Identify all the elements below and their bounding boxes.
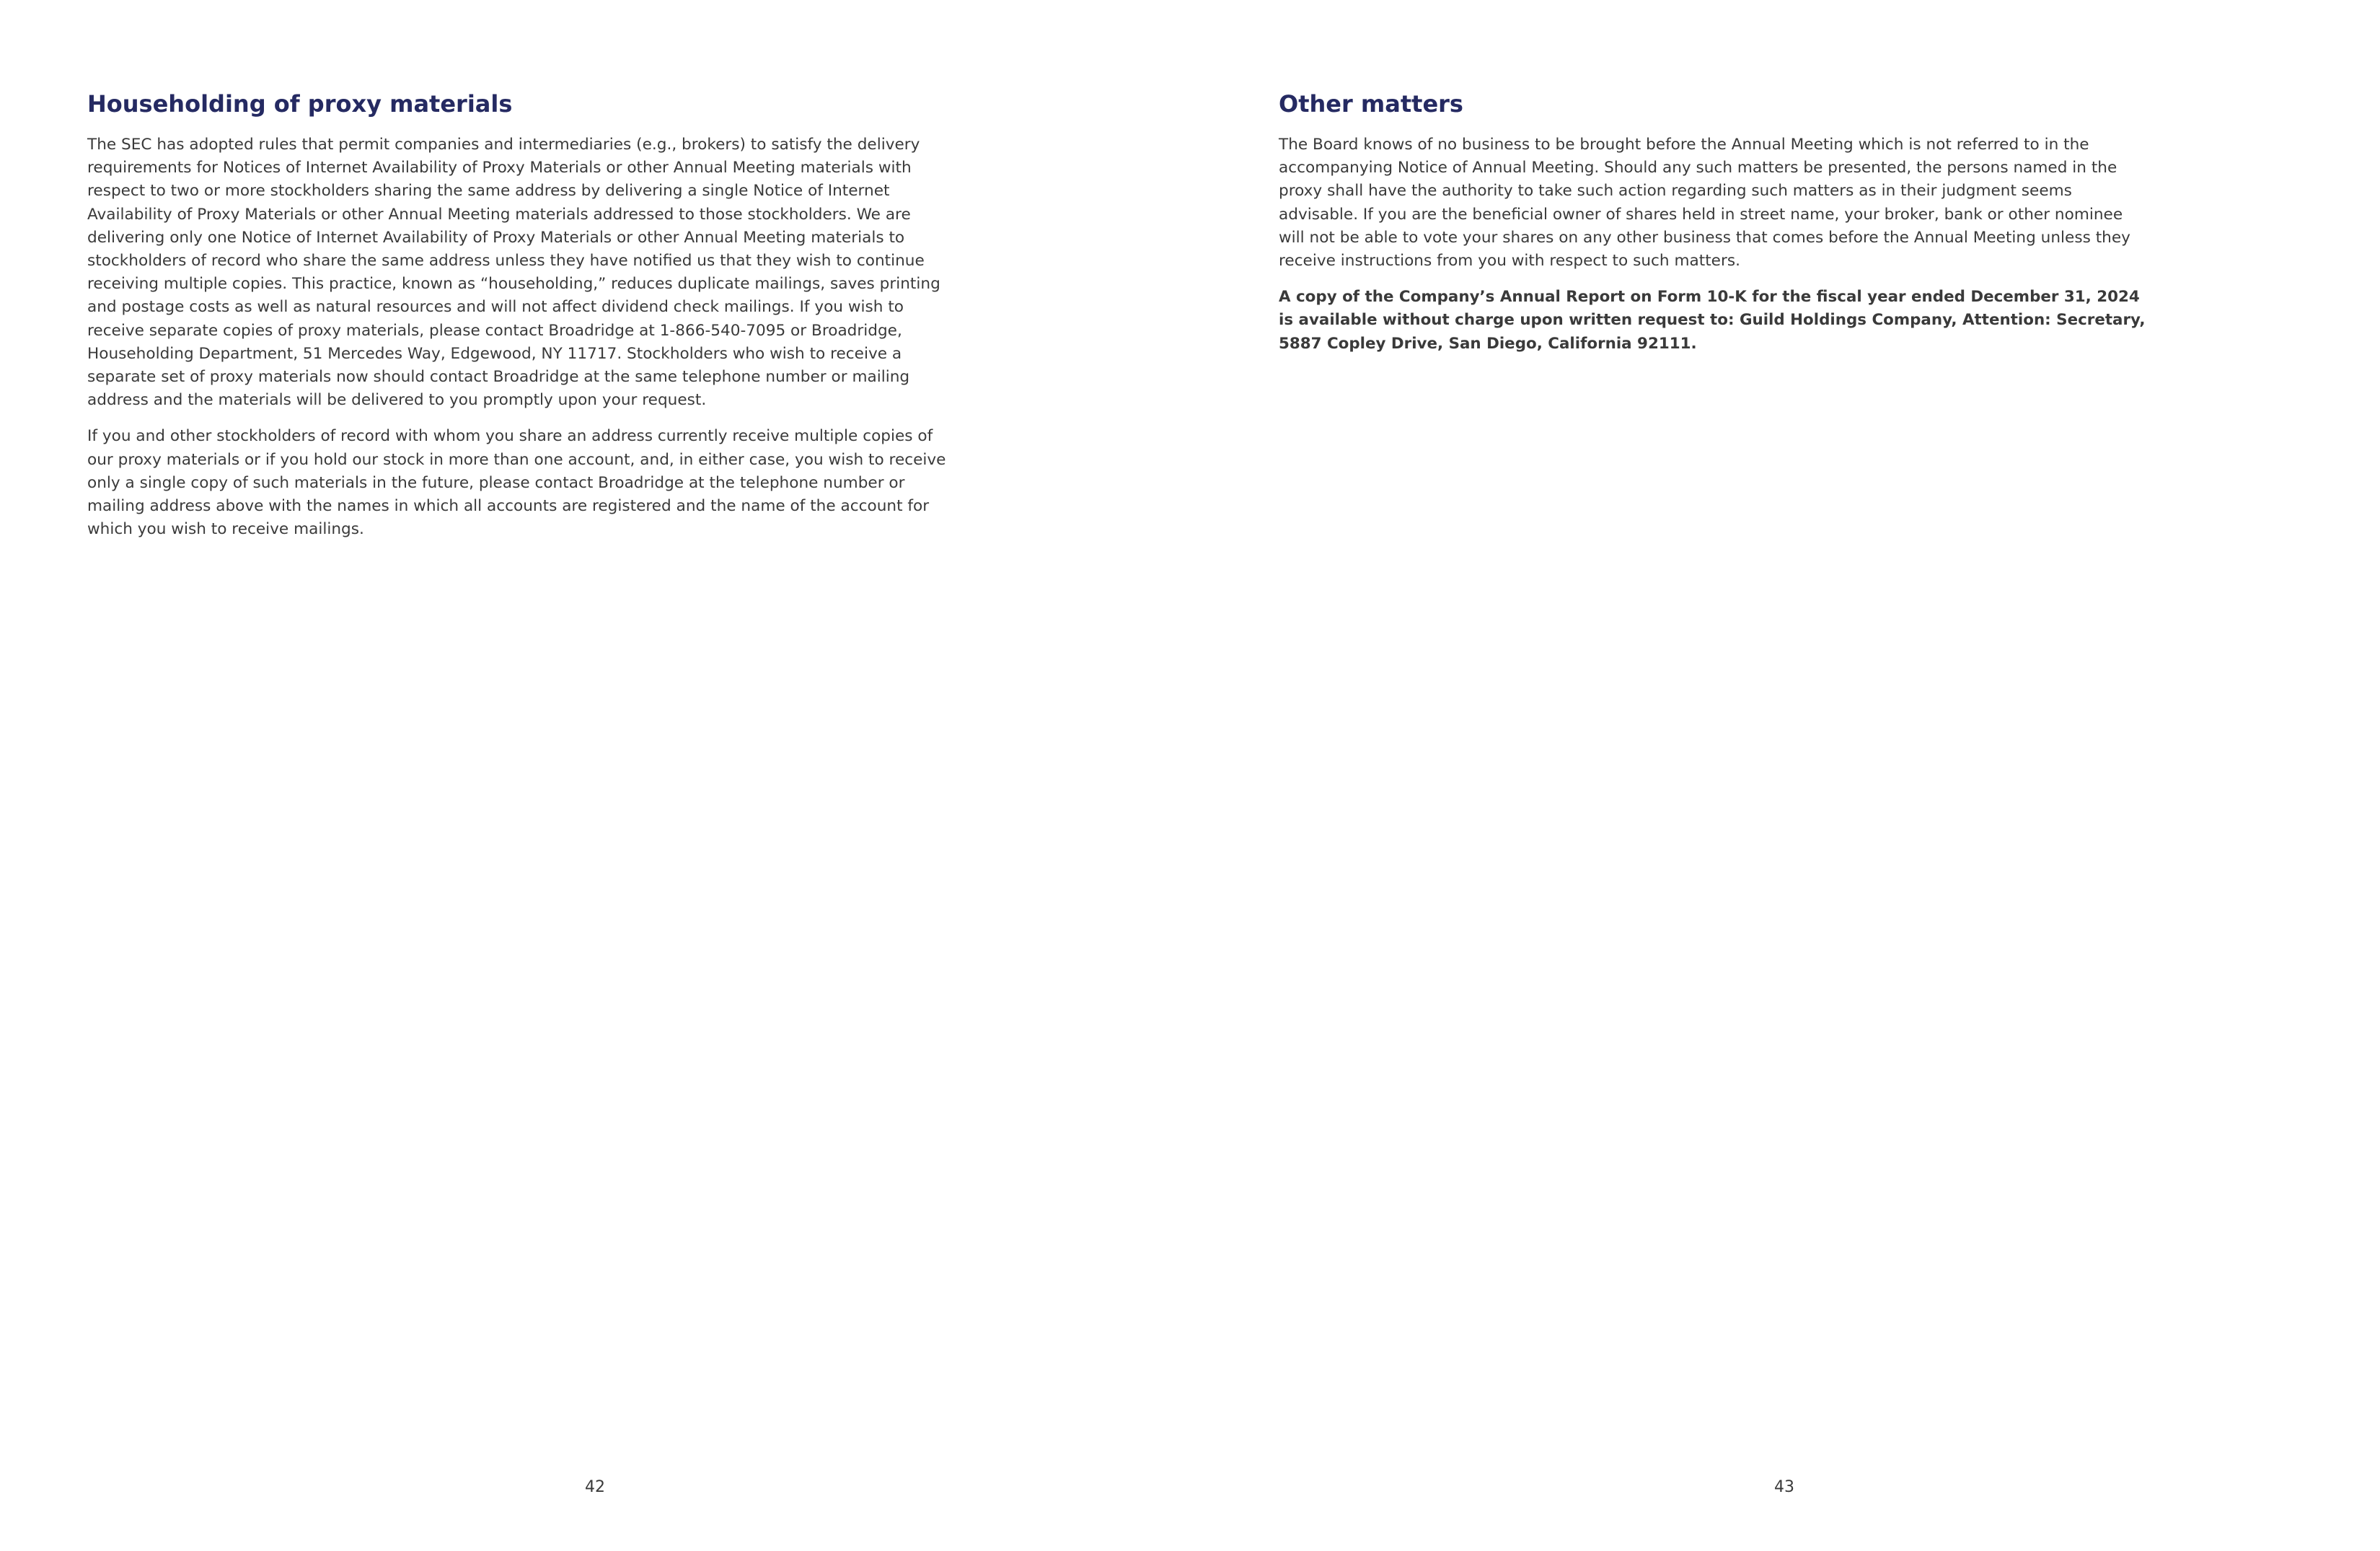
other-matters-section — [1279, 89, 2339, 369]
text-line: proxy shall have the authority to take such action regarding such matters as in their judgment seems — [1279, 182, 2072, 201]
text-line: only a single copy of such materials in the future, please contact Broadridge at the telephone number or — [87, 473, 905, 492]
text-line: accompanying Notice of Annual Meeting. Should any such matters be presented, the persons named in the — [1279, 159, 2117, 177]
page-number: 42 — [585, 1478, 605, 1496]
text-line: delivering only one Notice of Internet Availability of Proxy Materials or other Annual Meeting materials to — [87, 228, 905, 247]
householding-section — [87, 89, 1111, 554]
page-number: 43 — [1774, 1478, 1794, 1496]
text-line: address and the materials will be delivered to you promptly upon your request. — [87, 391, 707, 410]
householding-paragraph-1 — [87, 133, 1111, 412]
text-line: The Board knows of no business to be brought before the Annual Meeting which is not referred to in the — [1279, 136, 2089, 154]
text-line: stockholders of record who share the same address unless they have notified us that they wish to continue — [87, 252, 925, 271]
text-line: and postage costs as well as natural resources and will not affect dividend check mailings. If you wish to — [87, 298, 904, 317]
section-heading-other-matters: Other matters — [1279, 90, 1463, 118]
text-line: requirements for Notices of Internet Availability of Proxy Materials or other Annual Meeting materials with — [87, 159, 912, 177]
text-line: which you wish to receive mailings. — [87, 520, 364, 539]
other-matters-paragraph — [1279, 133, 2339, 273]
householding-paragraph-2 — [87, 425, 1111, 541]
text-line: receive instructions from you with respect to such matters. — [1279, 252, 1740, 271]
text-line: Availability of Proxy Materials or other Annual Meeting materials addressed to those stockholders. We are — [87, 205, 911, 224]
text-line: 5887 Copley Drive, San Diego, California 92111. — [1279, 334, 1697, 353]
annual-report-notice — [1279, 286, 2339, 356]
text-line: If you and other stockholders of record with whom you share an address currently receive multiple copies of — [87, 427, 933, 446]
page-43 — [1190, 0, 2380, 1551]
text-line: receiving multiple copies. This practice, known as “householding,” reduces duplicate mailings, saves printing — [87, 275, 940, 294]
text-line: advisable. If you are the beneficial owner of shares held in street name, your broker, bank or other nominee — [1279, 205, 2123, 224]
text-line: will not be able to vote your shares on any other business that comes before the Annual Meeting unless they — [1279, 228, 2130, 247]
text-line: respect to two or more stockholders sharing the same address by delivering a single Notice of Internet — [87, 182, 890, 201]
text-line: receive separate copies of proxy materials, please contact Broadridge at 1-866-540-7095 or Broadridge, — [87, 321, 902, 340]
text-line: separate set of proxy materials now should contact Broadridge at the same telephone number or mailing — [87, 368, 910, 387]
text-line: Householding Department, 51 Mercedes Way, Edgewood, NY 11717. Stockholders who wish to receive a — [87, 344, 902, 363]
text-line: mailing address above with the names in which all accounts are registered and the name of the account for — [87, 497, 930, 516]
text-line: our proxy materials or if you hold our stock in more than one account, and, in either case, you wish to receive — [87, 450, 946, 469]
text-line: is available without charge upon written request to: Guild Holdings Company, Attention: Secretary, — [1279, 311, 2146, 330]
section-heading-householding: Householding of proxy materials — [87, 90, 513, 118]
text-line: The SEC has adopted rules that permit companies and intermediaries (e.g., brokers) to satisfy the delivery — [87, 136, 920, 154]
text-line: A copy of the Company’s Annual Report on Form 10-K for the fiscal year ended December 31, 2024 — [1279, 288, 2140, 307]
